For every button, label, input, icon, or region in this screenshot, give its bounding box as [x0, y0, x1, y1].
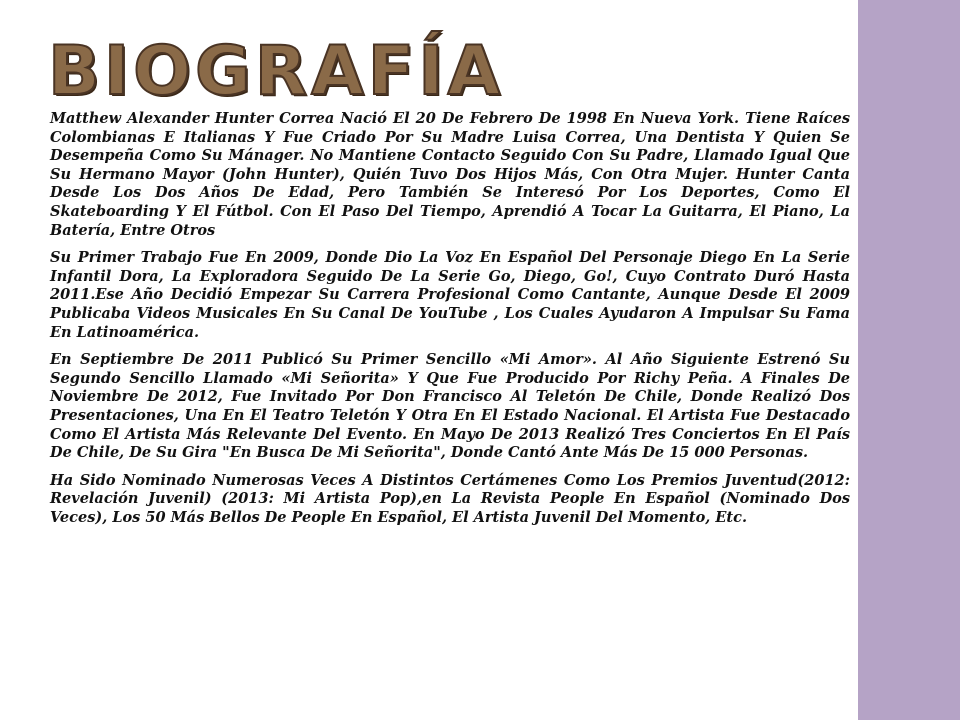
slide-body: [50, 110, 850, 527]
slide-title: BIOGRAFÍA: [48, 32, 505, 111]
paragraph-early-life: Matthew Alexander Hunter Correa Nació El 20 De Febrero De 1998 En Nueva York. Tiene Raíces Colombianas E Italianas Y Fue Criado Por Su Madre Luisa Correa, Una Dentista Y Quien Se Desempeña Como Su Mánager. No Mantiene Contacto Seguido Con Su Padre, Llamado Igual Que Su Hermano Mayor (John Hunter), Quién Tuvo Dos Hijos Más, Con Otra Mujer. Hunter Canta Desde Los Dos Años De Edad, Pero También Se Interesó Por Los Deportes, Como El Skateboarding Y El Fútbol. Con El Paso Del Tiempo, Aprendió A Tocar La Guitarra, El Piano, La Batería, Entre Otros: [50, 110, 850, 239]
side-stripe: [858, 0, 960, 720]
paragraph-first-work: Su Primer Trabajo Fue En 2009, Donde Dio La Voz En Español Del Personaje Diego En La Serie Infantil Dora, La Exploradora Seguido De La Serie Go, Diego, Go!, Cuyo Contrato Duró Hasta 2011.Ese Año Decidió Empezar Su Carrera Profesional Como Cantante, Aunque Desde El 2009 Publicaba Videos Musicales En Su Canal De YouTube , Los Cuales Ayudaron A Impulsar Su Fama En Latinoamérica.: [50, 249, 850, 341]
paragraph-singles: En Septiembre De 2011 Publicó Su Primer Sencillo «Mi Amor». Al Año Siguiente Estrenó Su Segundo Sencillo Llamado «Mi Señorita» Y Que Fue Producido Por Richy Peña. A Finales De Noviembre De 2012, Fue Invitado Por Don Francisco Al Teletón De Chile, Donde Realizó Dos Presentaciones, Una En El Teatro Teletón Y Otra En El Estado Nacional. El Artista Fue Destacado Como El Artista Más Relevante Del Evento. En Mayo De 2013 Realizó Tres Conciertos En El País De Chile, De Su Gira "En Busca De Mi Señorita", Donde Cantó Ante Más De 15 000 Personas.: [50, 351, 850, 462]
paragraph-nominations: Ha Sido Nominado Numerosas Veces A Distintos Certámenes Como Los Premios Juventud(2012: Revelación Juvenil) (2013: Mi Artista Pop),en La Revista People En Español (Nominado Dos Veces), Los 50 Más Bellos De People En Español, El Artista Juvenil Del Momento, Etc.: [50, 471, 850, 526]
